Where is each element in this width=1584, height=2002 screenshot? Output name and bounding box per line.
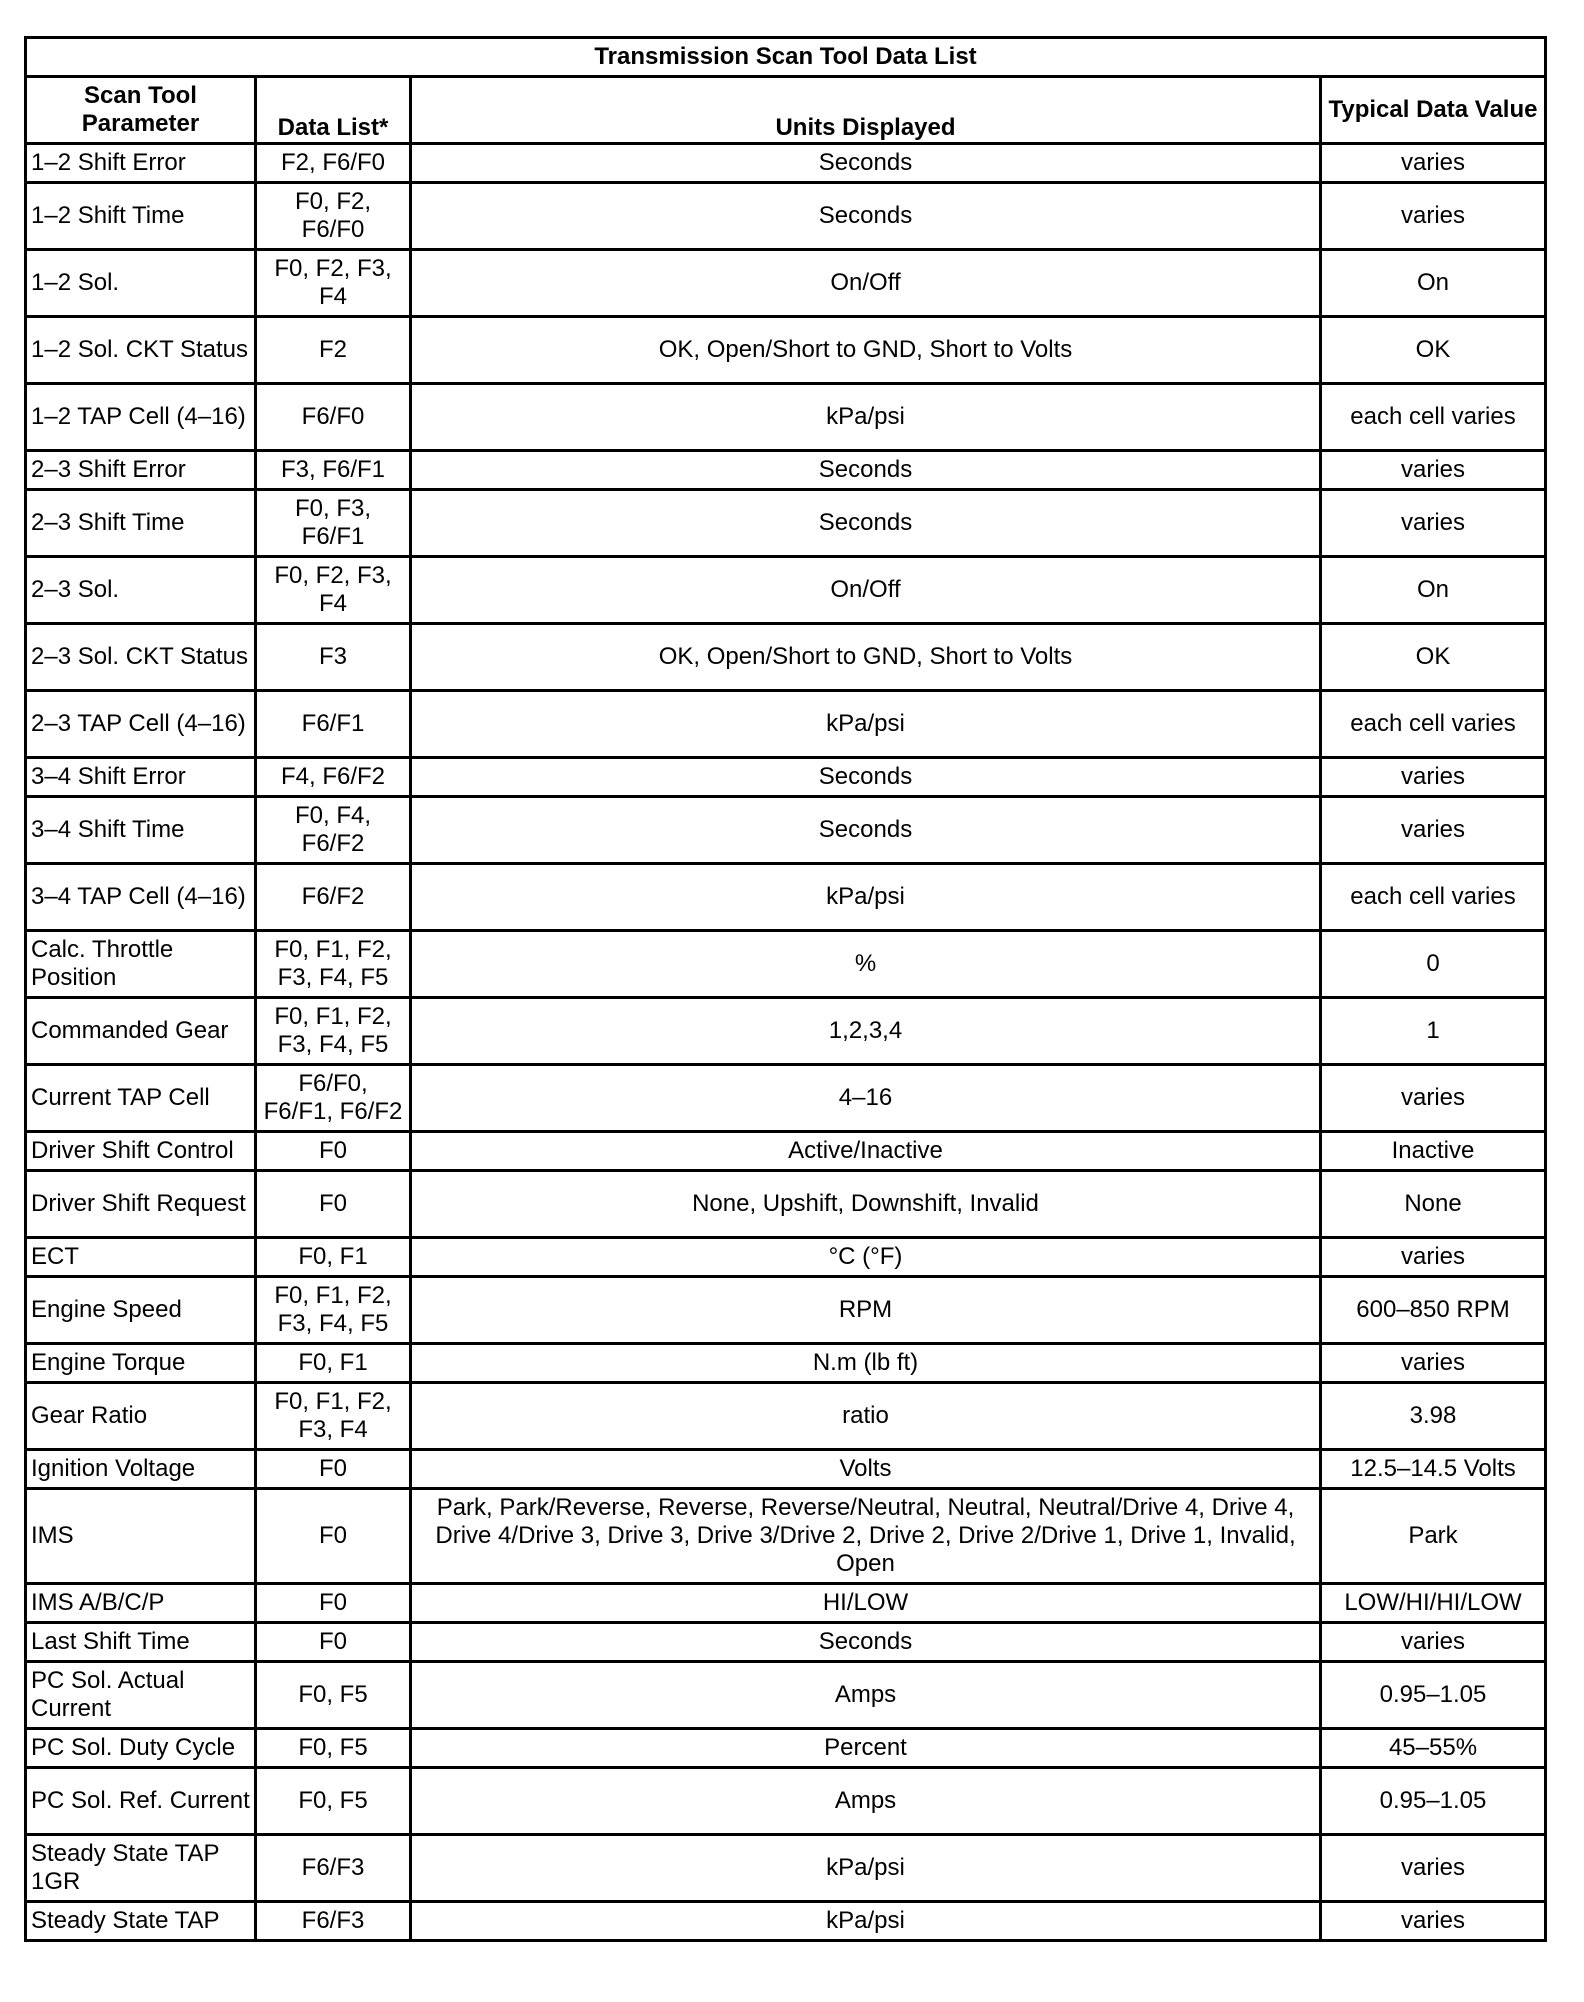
cell-units: 1,2,3,4 [411, 998, 1321, 1065]
cell-units: Seconds [411, 1623, 1321, 1662]
cell-data-list: F4, F6/F2 [256, 758, 411, 797]
cell-parameter: IMS A/B/C/P [26, 1584, 256, 1623]
cell-parameter: Engine Torque [26, 1344, 256, 1383]
cell-parameter: PC Sol. Actual Current [26, 1662, 256, 1729]
cell-typical-value: 0.95–1.05 [1321, 1768, 1546, 1835]
cell-data-list: F0, F2, F6/F0 [256, 183, 411, 250]
cell-typical-value: varies [1321, 1344, 1546, 1383]
cell-units: kPa/psi [411, 864, 1321, 931]
cell-typical-value: varies [1321, 490, 1546, 557]
cell-parameter: IMS [26, 1489, 256, 1584]
cell-data-list: F0, F1, F2, F3, F4, F5 [256, 1277, 411, 1344]
cell-typical-value: varies [1321, 1065, 1546, 1132]
cell-units: HI/LOW [411, 1584, 1321, 1623]
cell-typical-value: varies [1321, 1835, 1546, 1902]
cell-parameter: 2–3 TAP Cell (4–16) [26, 691, 256, 758]
table-row [26, 317, 1546, 384]
table-row [26, 864, 1546, 931]
cell-data-list: F0 [256, 1489, 411, 1584]
cell-data-list: F6/F2 [256, 864, 411, 931]
cell-units: Amps [411, 1662, 1321, 1729]
cell-units: OK, Open/Short to GND, Short to Volts [411, 317, 1321, 384]
cell-parameter: Engine Speed [26, 1277, 256, 1344]
table-row [26, 557, 1546, 624]
cell-data-list: F0, F1, F2, F3, F4, F5 [256, 931, 411, 998]
cell-parameter: Driver Shift Control [26, 1132, 256, 1171]
cell-data-list: F0 [256, 1450, 411, 1489]
cell-parameter: 1–2 Shift Error [26, 144, 256, 183]
cell-parameter: 2–3 Sol. CKT Status [26, 624, 256, 691]
cell-parameter: Last Shift Time [26, 1623, 256, 1662]
cell-data-list: F0, F1, F2, F3, F4 [256, 1383, 411, 1450]
cell-data-list: F2, F6/F0 [256, 144, 411, 183]
table-row [26, 1065, 1546, 1132]
cell-units: Seconds [411, 758, 1321, 797]
cell-typical-value: 0 [1321, 931, 1546, 998]
cell-data-list: F0, F5 [256, 1768, 411, 1835]
cell-typical-value: each cell varies [1321, 384, 1546, 451]
cell-data-list: F0, F2, F3, F4 [256, 250, 411, 317]
table-row [26, 1489, 1546, 1584]
cell-parameter: Current TAP Cell [26, 1065, 256, 1132]
table-row [26, 1344, 1546, 1383]
cell-typical-value: varies [1321, 1623, 1546, 1662]
table-row [26, 490, 1546, 557]
cell-units: Seconds [411, 183, 1321, 250]
cell-parameter: ECT [26, 1238, 256, 1277]
cell-parameter: 2–3 Sol. [26, 557, 256, 624]
cell-units: Percent [411, 1729, 1321, 1768]
cell-parameter: 1–2 Sol. [26, 250, 256, 317]
cell-parameter: PC Sol. Duty Cycle [26, 1729, 256, 1768]
table-row [26, 758, 1546, 797]
table-row [26, 1171, 1546, 1238]
cell-units: kPa/psi [411, 384, 1321, 451]
cell-parameter: 1–2 Shift Time [26, 183, 256, 250]
cell-units: kPa/psi [411, 1902, 1321, 1941]
table-row [26, 931, 1546, 998]
table-row [26, 797, 1546, 864]
cell-units: % [411, 931, 1321, 998]
cell-typical-value: 1 [1321, 998, 1546, 1065]
cell-parameter: 2–3 Shift Error [26, 451, 256, 490]
cell-typical-value: each cell varies [1321, 691, 1546, 758]
cell-typical-value: 12.5–14.5 Volts [1321, 1450, 1546, 1489]
cell-units: Active/Inactive [411, 1132, 1321, 1171]
cell-data-list: F0, F2, F3, F4 [256, 557, 411, 624]
cell-data-list: F3, F6/F1 [256, 451, 411, 490]
cell-units: N.m (lb ft) [411, 1344, 1321, 1383]
document-page [24, 36, 1544, 1942]
table-row [26, 1277, 1546, 1344]
cell-units: RPM [411, 1277, 1321, 1344]
cell-units: °C (°F) [411, 1238, 1321, 1277]
table-row [26, 144, 1546, 183]
cell-parameter: 3–4 TAP Cell (4–16) [26, 864, 256, 931]
cell-typical-value: On [1321, 557, 1546, 624]
table-row [26, 1132, 1546, 1171]
cell-parameter: Calc. Throttle Position [26, 931, 256, 998]
cell-data-list: F0, F5 [256, 1662, 411, 1729]
cell-typical-value: Inactive [1321, 1132, 1546, 1171]
table-row [26, 1623, 1546, 1662]
header-scan-tool-parameter: Scan Tool Parameter [26, 77, 256, 144]
cell-typical-value: OK [1321, 624, 1546, 691]
cell-typical-value: OK [1321, 317, 1546, 384]
cell-units: 4–16 [411, 1065, 1321, 1132]
cell-parameter: Steady State TAP 1GR [26, 1835, 256, 1902]
cell-typical-value: None [1321, 1171, 1546, 1238]
header-typical-data-value: Typical Data Value [1321, 77, 1546, 144]
cell-data-list: F6/F0, F6/F1, F6/F2 [256, 1065, 411, 1132]
cell-data-list: F0, F1 [256, 1344, 411, 1383]
cell-data-list: F0, F4, F6/F2 [256, 797, 411, 864]
cell-parameter: Driver Shift Request [26, 1171, 256, 1238]
table-row [26, 1450, 1546, 1489]
cell-typical-value: Park [1321, 1489, 1546, 1584]
table-row [26, 1383, 1546, 1450]
cell-data-list: F3 [256, 624, 411, 691]
cell-parameter: 1–2 TAP Cell (4–16) [26, 384, 256, 451]
cell-parameter: 3–4 Shift Time [26, 797, 256, 864]
table-row [26, 1662, 1546, 1729]
cell-typical-value: varies [1321, 797, 1546, 864]
cell-data-list: F2 [256, 317, 411, 384]
cell-typical-value: 45–55% [1321, 1729, 1546, 1768]
cell-data-list: F0 [256, 1623, 411, 1662]
cell-data-list: F0, F5 [256, 1729, 411, 1768]
cell-typical-value: varies [1321, 183, 1546, 250]
cell-typical-value: varies [1321, 1902, 1546, 1941]
cell-data-list: F6/F3 [256, 1902, 411, 1941]
table-row [26, 1238, 1546, 1277]
table-row [26, 250, 1546, 317]
cell-units: kPa/psi [411, 691, 1321, 758]
table-row [26, 183, 1546, 250]
cell-typical-value: LOW/HI/HI/LOW [1321, 1584, 1546, 1623]
cell-parameter: Ignition Voltage [26, 1450, 256, 1489]
cell-parameter: Steady State TAP [26, 1902, 256, 1941]
cell-units: None, Upshift, Downshift, Invalid [411, 1171, 1321, 1238]
cell-typical-value: varies [1321, 144, 1546, 183]
header-data-list: Data List* [256, 77, 411, 144]
cell-units: kPa/psi [411, 1835, 1321, 1902]
table-row [26, 1835, 1546, 1902]
cell-parameter: Gear Ratio [26, 1383, 256, 1450]
cell-units: Seconds [411, 144, 1321, 183]
cell-typical-value: 3.98 [1321, 1383, 1546, 1450]
table-row [26, 1584, 1546, 1623]
table-row [26, 451, 1546, 490]
cell-data-list: F0 [256, 1171, 411, 1238]
cell-units: Amps [411, 1768, 1321, 1835]
cell-data-list: F0, F1, F2, F3, F4, F5 [256, 998, 411, 1065]
cell-data-list: F6/F1 [256, 691, 411, 758]
cell-units: Seconds [411, 451, 1321, 490]
cell-parameter: 2–3 Shift Time [26, 490, 256, 557]
table-row [26, 998, 1546, 1065]
cell-typical-value: varies [1321, 1238, 1546, 1277]
cell-units: On/Off [411, 557, 1321, 624]
cell-data-list: F6/F0 [256, 384, 411, 451]
cell-data-list: F0, F1 [256, 1238, 411, 1277]
table-row [26, 1729, 1546, 1768]
cell-data-list: F6/F3 [256, 1835, 411, 1902]
cell-units: Seconds [411, 490, 1321, 557]
table-row [26, 1902, 1546, 1941]
cell-typical-value: On [1321, 250, 1546, 317]
cell-typical-value: 600–850 RPM [1321, 1277, 1546, 1344]
cell-parameter: 1–2 Sol. CKT Status [26, 317, 256, 384]
cell-data-list: F0, F3, F6/F1 [256, 490, 411, 557]
scan-tool-data-table [24, 36, 1547, 1942]
cell-units: On/Off [411, 250, 1321, 317]
cell-data-list: F0 [256, 1584, 411, 1623]
cell-data-list: F0 [256, 1132, 411, 1171]
cell-typical-value: 0.95–1.05 [1321, 1662, 1546, 1729]
table-row [26, 1768, 1546, 1835]
table-row [26, 691, 1546, 758]
cell-parameter: Commanded Gear [26, 998, 256, 1065]
header-units-displayed: Units Displayed [411, 77, 1321, 144]
cell-units: Seconds [411, 797, 1321, 864]
cell-units: ratio [411, 1383, 1321, 1450]
cell-typical-value: varies [1321, 758, 1546, 797]
cell-typical-value: each cell varies [1321, 864, 1546, 931]
cell-units: Volts [411, 1450, 1321, 1489]
table-row [26, 384, 1546, 451]
cell-parameter: 3–4 Shift Error [26, 758, 256, 797]
table-row [26, 624, 1546, 691]
cell-units: OK, Open/Short to GND, Short to Volts [411, 624, 1321, 691]
cell-typical-value: varies [1321, 451, 1546, 490]
table-title: Transmission Scan Tool Data List [26, 38, 1546, 77]
cell-units: Park, Park/Reverse, Reverse, Reverse/Neutral, Neutral, Neutral/Drive 4, Drive 4, Drive 4/Drive 3, Drive 3, Drive 3/Drive 2, Drive 2, Drive 2/Drive 1, Drive 1, Invalid, Open [411, 1489, 1321, 1584]
cell-parameter: PC Sol. Ref. Current [26, 1768, 256, 1835]
